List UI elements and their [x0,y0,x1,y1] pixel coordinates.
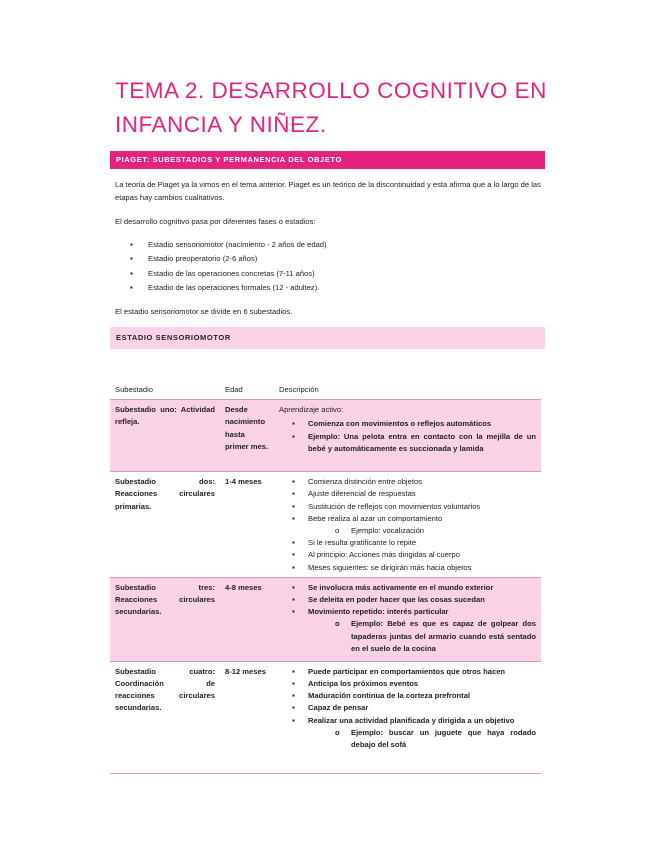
substage-description [274,577,541,661]
substage-name: Subestadio dos: Reacciones circulares primarias. [110,472,220,578]
substage-name: Subestadio tres: Reacciones circulares secundarias. [110,577,220,661]
table-row [110,661,541,773]
stage-item: ▪ Estadio sensoriomotor (nacimiento - 2 años de edad) [130,238,540,252]
description-item: ▪ Capaz de pensar [279,702,536,714]
substage-age: 4-8 meses [220,577,274,661]
description-item: ▪ Meses siguientes: se dirigirán más hacia objetos [279,562,536,574]
intro-paragraph: La teoría de Piaget ya la vimos en el tema anterior. Piaget es un teórico de la discontinuidad y esta afirma que a lo largo de las etapas hay cambios cualitativos. [115,180,541,202]
substage-age: 1-4 meses [220,472,274,578]
description-item: ▪ Realizar una actividad planificada y dirigida a un objetivo [279,715,536,727]
table-row [110,577,541,661]
substage-description [274,472,541,578]
column-header-substage: Subestadio [110,384,220,400]
description-item: ▪ Maduración continua de la corteza prefrontal [279,690,536,702]
subsection-heading: ESTADIO SENSORIOMOTOR [110,327,545,349]
substage-description [274,661,541,773]
description-list [279,418,536,455]
substage-name: Subestadio uno: Actividad refleja. [110,400,220,472]
table-header-row [110,384,541,400]
description-subitem: o Ejemplo: buscar un juguete que haya rodado debajo del sofá [279,727,536,751]
description-item: ▪ Bebe realiza al azar un comportamiento [279,513,536,525]
page-title-line-1: TEMA 2. DESARROLLO COGNITIVO EN [115,78,547,103]
substages-table [110,384,541,774]
description-item: ▪ Se deleita en poder hacer que las cosas sucedan [279,594,536,606]
description-item: ▪ Si le resulta gratificante lo repite [279,537,536,549]
page-title [115,74,545,142]
stages-intro-paragraph: El desarrollo cognitivo pasa por diferentes fases o estadios: [115,217,316,226]
description-intro: Aprendizaje activo: [279,405,344,415]
description-item: ▪ Ejemplo: Una pelota entra en contacto con la mejilla de un bebé y automáticamente es succionada y lamida [279,431,536,455]
stage-item: ▪ Estadio preoperatorio (2-6 años) [130,252,540,266]
section-heading: PIAGET: SUBESTADIOS Y PERMANENCIA DEL OBJETO [110,151,545,169]
column-header-description: Descripción [274,384,541,400]
description-item: ▪ Comienza distinción entre objetos [279,476,536,488]
substage-description [274,400,541,472]
description-item: ▪ Anticipa los próximos eventos [279,678,536,690]
description-list [279,582,536,655]
substages-intro-paragraph: El estadio sensoriomotor se divide en 6 subestadios. [115,307,293,316]
substage-age: 8-12 meses [220,661,274,773]
description-item: ▪ Al principio: Acciones más dirigidas al cuerpo [279,549,536,561]
table-row [110,400,541,472]
description-item: ▪ Comienza con movimientos o reflejos automáticos [279,418,536,430]
description-item: ▪ Se involucra más activamente en el mundo exterior [279,582,536,594]
description-item: ▪ Puede participar en comportamientos que otros hacen [279,666,536,678]
description-list [279,666,536,751]
stages-list [130,238,540,296]
description-item: ▪ Sustitución de reflejos con movimientos voluntarios [279,501,536,513]
description-list [279,476,536,574]
description-subitem: o Ejemplo: Bebé es que es capaz de golpear dos tapaderas juntas del armario cuando está sentado en el suelo de la cocina [279,618,536,655]
description-item: ▪ Ajuste diferencial de respuestas [279,488,536,500]
stage-item: ▪ Estadio de las operaciones formales (12 - adultez). [130,281,540,295]
description-subitem: o Ejemplo: vocalización [279,525,536,537]
page-title-line-2: INFANCIA Y NIÑEZ. [115,112,327,137]
substage-age: Desde nacimiento hasta primer mes. [220,400,274,472]
description-item: ▪ Movimiento repetido: interés particular [279,606,536,618]
stage-item: ▪ Estadio de las operaciones concretas (7-11 años) [130,267,540,281]
substage-name: Subestadio cuatro: Coordinación de reacciones circulares secundarias. [110,661,220,773]
table-row [110,472,541,578]
column-header-age: Edad [220,384,274,400]
